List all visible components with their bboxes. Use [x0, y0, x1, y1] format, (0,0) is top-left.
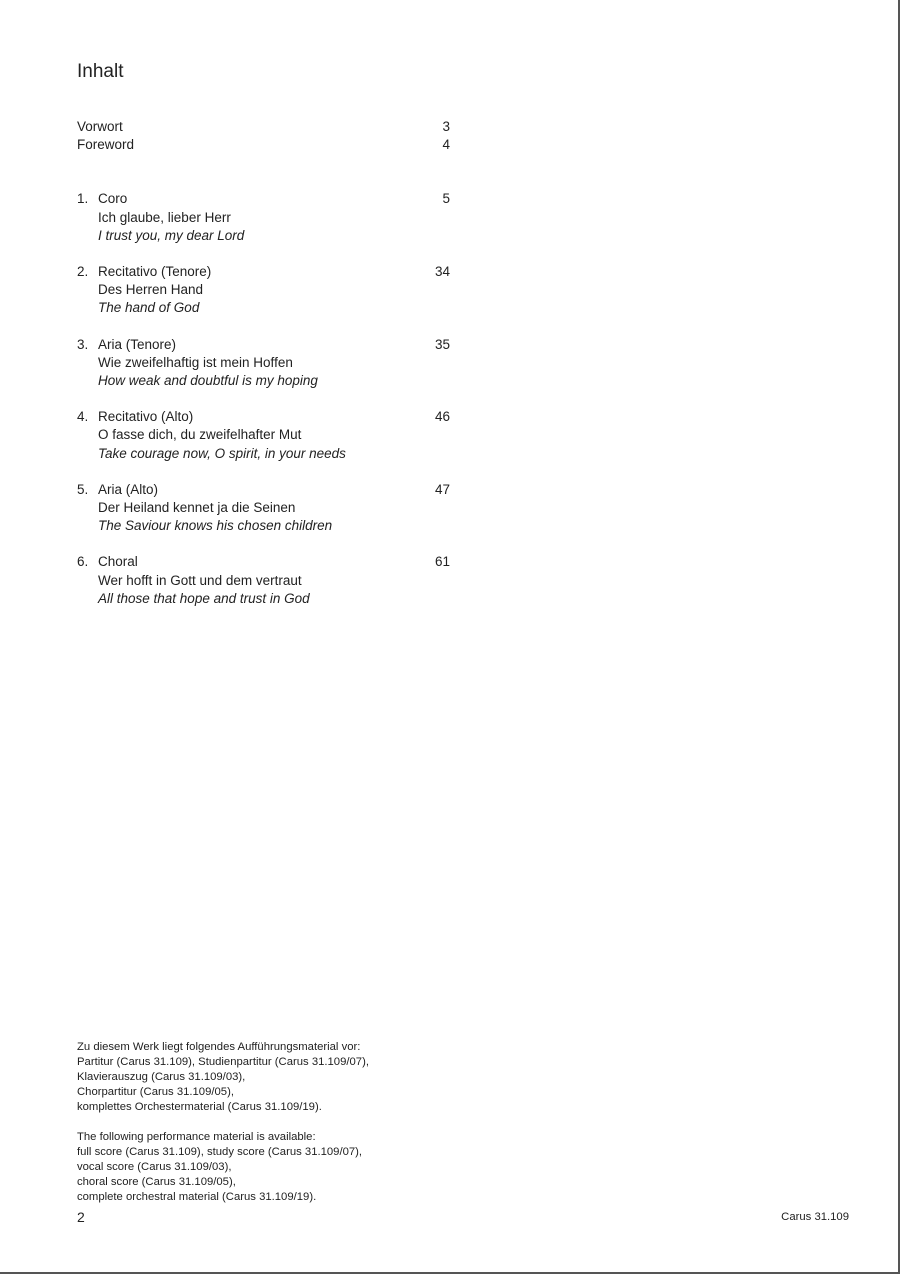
movement-details	[98, 553, 450, 608]
movement-number: 6.	[77, 554, 89, 570]
toc-entry-5[interactable]	[77, 481, 450, 536]
movement-details	[98, 263, 450, 318]
movement-head	[98, 190, 450, 208]
movement-type: Choral	[98, 554, 138, 570]
movement-title-german: Der Heiland kennet ja die Seinen	[98, 500, 296, 516]
movement-title-german: Des Herren Hand	[98, 282, 204, 298]
toc-front-label: Foreword	[77, 137, 135, 153]
performance-material-note	[77, 1040, 369, 1205]
movement-title-english: All those that hope and trust in God	[98, 590, 310, 606]
movement-title-german: Ich glaube, lieber Herr	[98, 209, 231, 225]
movement-details	[98, 408, 450, 463]
toc-page-number: 34	[434, 264, 450, 280]
movement-title-german: Wie zweifelhaftig ist mein Hoffen	[98, 354, 293, 370]
movement-type: Coro	[98, 191, 128, 207]
movement-type: Recitativo (Tenore)	[98, 264, 212, 280]
movement-title-english: The Saviour knows his chosen children	[98, 518, 333, 534]
toc-page-number: 46	[434, 409, 450, 425]
movement-details	[98, 481, 450, 536]
movement-details	[98, 190, 450, 245]
movement-head	[98, 263, 450, 281]
page-title: Inhalt	[77, 61, 124, 82]
movement-type: Aria (Tenore)	[98, 336, 177, 352]
material-line: full score (Carus 31.109), study score (Carus 31.109/07),	[77, 1146, 363, 1158]
material-line: complete orchestral material (Carus 31.109/19).	[77, 1191, 317, 1203]
toc-page-number: 5	[442, 191, 450, 207]
material-line: Chorpartitur (Carus 31.109/05),	[77, 1086, 234, 1098]
movement-head	[98, 481, 450, 499]
performance-material-german	[77, 1040, 369, 1115]
toc-front-row-preface[interactable]	[77, 118, 450, 136]
movement-title-german: O fasse dich, du zweifelhafter Mut	[98, 427, 302, 443]
movement-head	[98, 336, 450, 354]
material-line: The following performance material is available:	[77, 1131, 316, 1143]
toc-page-number: 47	[434, 481, 450, 497]
toc-entry-3[interactable]	[77, 336, 450, 391]
toc-spacer	[77, 154, 450, 190]
movement-type: Aria (Alto)	[98, 481, 159, 497]
movement-number: 5.	[77, 481, 89, 497]
material-line: Partitur (Carus 31.109), Studienpartitur (Carus 31.109/07),	[77, 1056, 369, 1068]
toc-entry-6[interactable]	[77, 553, 450, 608]
movement-head	[98, 553, 450, 571]
movement-number: 4.	[77, 409, 89, 425]
toc-page-number: 35	[434, 336, 450, 352]
movement-title-german: Wer hofft in Gott und dem vertraut	[98, 572, 302, 588]
movement-title-english: I trust you, my dear Lord	[98, 227, 245, 243]
movement-title-english: Take courage now, O spirit, in your needs	[98, 445, 346, 461]
material-line: Zu diesem Werk liegt folgendes Aufführungsmaterial vor:	[77, 1041, 361, 1053]
movement-number: 2.	[77, 264, 89, 280]
toc-front-row-foreword[interactable]	[77, 136, 450, 154]
catalog-number: Carus 31.109	[781, 1211, 849, 1223]
movement-head	[98, 408, 450, 426]
movement-number: 3.	[77, 336, 89, 352]
material-line: komplettes Orchestermaterial (Carus 31.109/19).	[77, 1101, 322, 1113]
toc-entry-1[interactable]	[77, 190, 450, 245]
movement-number: 1.	[77, 191, 89, 207]
toc-entry-4[interactable]	[77, 408, 450, 463]
material-line: Klavierauszug (Carus 31.109/03),	[77, 1071, 246, 1083]
toc-page-number: 3	[442, 119, 450, 134]
toc-entry-2[interactable]	[77, 263, 450, 318]
movement-type: Recitativo (Alto)	[98, 409, 194, 425]
movement-title-english: How weak and doubtful is my hoping	[98, 373, 318, 389]
page-number: 2	[77, 1209, 85, 1225]
movement-title-english: The hand of God	[98, 300, 200, 316]
movement-details	[98, 336, 450, 391]
material-line: vocal score (Carus 31.109/03),	[77, 1161, 232, 1173]
toc-front-label: Vorwort	[77, 119, 123, 134]
table-of-contents	[77, 118, 450, 626]
toc-page-number: 4	[442, 137, 450, 153]
material-line: choral score (Carus 31.109/05),	[77, 1176, 236, 1188]
toc-page-number: 61	[434, 554, 450, 570]
performance-material-english	[77, 1130, 369, 1205]
